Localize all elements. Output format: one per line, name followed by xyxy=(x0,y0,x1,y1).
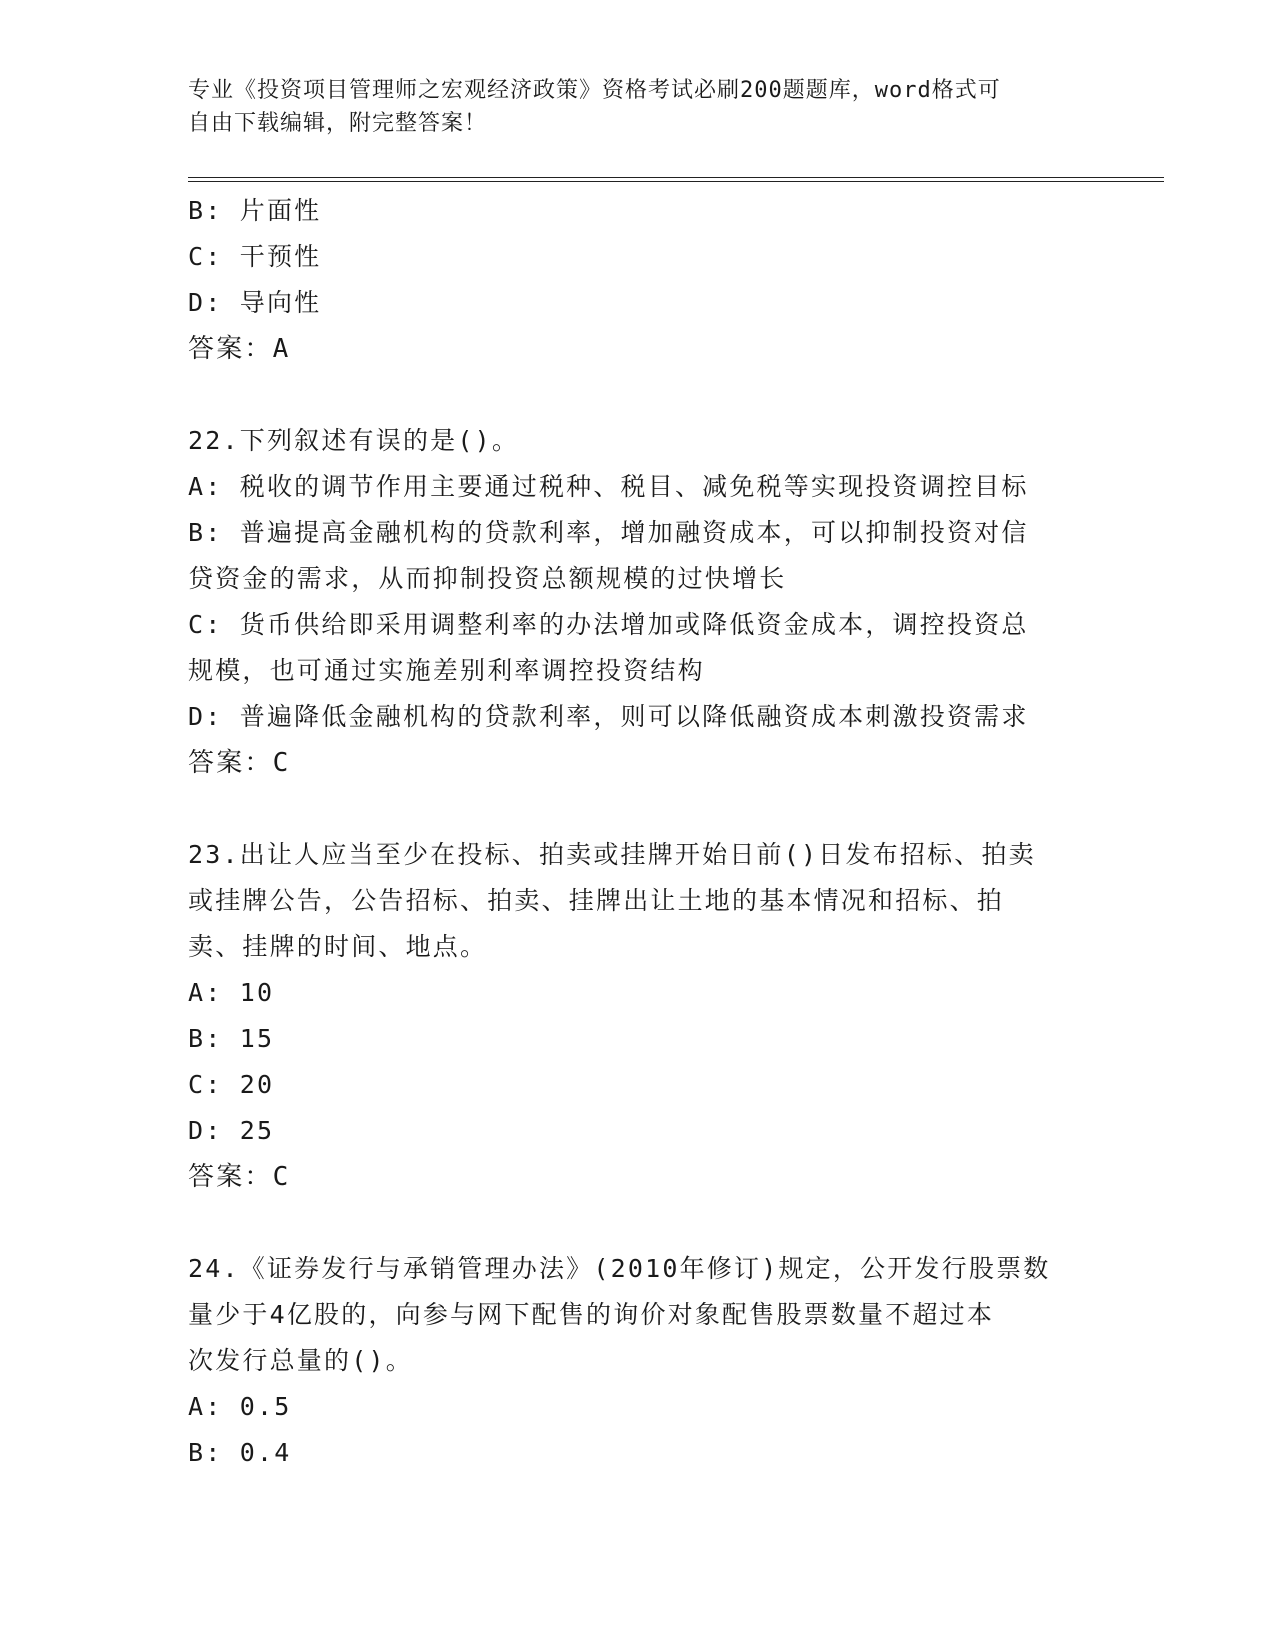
option-a: A: 10 xyxy=(188,978,275,1007)
answer: 答案：C xyxy=(188,748,291,778)
answer: 答案：C xyxy=(188,1162,291,1192)
option-d: D: 25 xyxy=(188,1116,275,1145)
option-c: C: 干预性 xyxy=(188,242,322,271)
spacer xyxy=(188,372,1088,418)
question-21-tail xyxy=(188,188,1088,372)
question-stem: 24.《证券发行与承销管理办法》(2010年修订)规定，公开发行股票数 xyxy=(188,1254,1051,1283)
question-stem-continued: 或挂牌公告，公告招标、拍卖、挂牌出让土地的基本情况和招标、拍 xyxy=(188,886,1005,915)
question-stem-continued: 量少于4亿股的，向参与网下配售的询价对象配售股票数量不超过本 xyxy=(188,1300,995,1329)
option-b: B: 15 xyxy=(188,1024,275,1053)
header-divider-top xyxy=(188,177,1164,178)
option-d: D: 导向性 xyxy=(188,288,322,317)
spacer xyxy=(188,786,1088,832)
option-b: B: 普遍提高金融机构的贷款利率，增加融资成本，可以抑制投资对信 xyxy=(188,518,1029,547)
answer: 答案：A xyxy=(188,334,291,364)
option-b: B: 0.4 xyxy=(188,1438,292,1467)
page-header xyxy=(188,74,1068,140)
header-divider-bottom xyxy=(188,181,1164,182)
question-stem: 23.出让人应当至少在投标、拍卖或挂牌开始日前()日发布招标、拍卖 xyxy=(188,840,1036,869)
question-list xyxy=(188,188,1088,1476)
option-a: A: 税收的调节作用主要通过税种、税目、减免税等实现投资调控目标 xyxy=(188,472,1029,501)
question-stem-continued: 卖、挂牌的时间、地点。 xyxy=(188,932,488,961)
option-b-continued: 贷资金的需求，从而抑制投资总额规模的过快增长 xyxy=(188,564,787,593)
option-a: A: 0.5 xyxy=(188,1392,292,1421)
option-c: C: 20 xyxy=(188,1070,275,1099)
header-title-line-2: 自由下载编辑，附完整答案！ xyxy=(188,111,488,136)
option-d: D: 普遍降低金融机构的贷款利率，则可以降低融资成本刺激投资需求 xyxy=(188,702,1029,731)
option-b: B: 片面性 xyxy=(188,196,322,225)
question-stem: 22.下列叙述有误的是()。 xyxy=(188,426,520,455)
option-c-continued: 规模，也可通过实施差别利率调控投资结构 xyxy=(188,656,705,685)
question-stem-continued: 次发行总量的()。 xyxy=(188,1346,413,1375)
spacer xyxy=(188,1200,1088,1246)
question-22 xyxy=(188,418,1088,786)
option-c: C: 货币供给即采用调整利率的办法增加或降低资金成本，调控投资总 xyxy=(188,610,1029,639)
question-23 xyxy=(188,832,1088,1200)
header-title-line-1: 专业《投资项目管理师之宏观经济政策》资格考试必刷200题题库，word格式可 xyxy=(188,78,1001,103)
question-24 xyxy=(188,1246,1088,1476)
